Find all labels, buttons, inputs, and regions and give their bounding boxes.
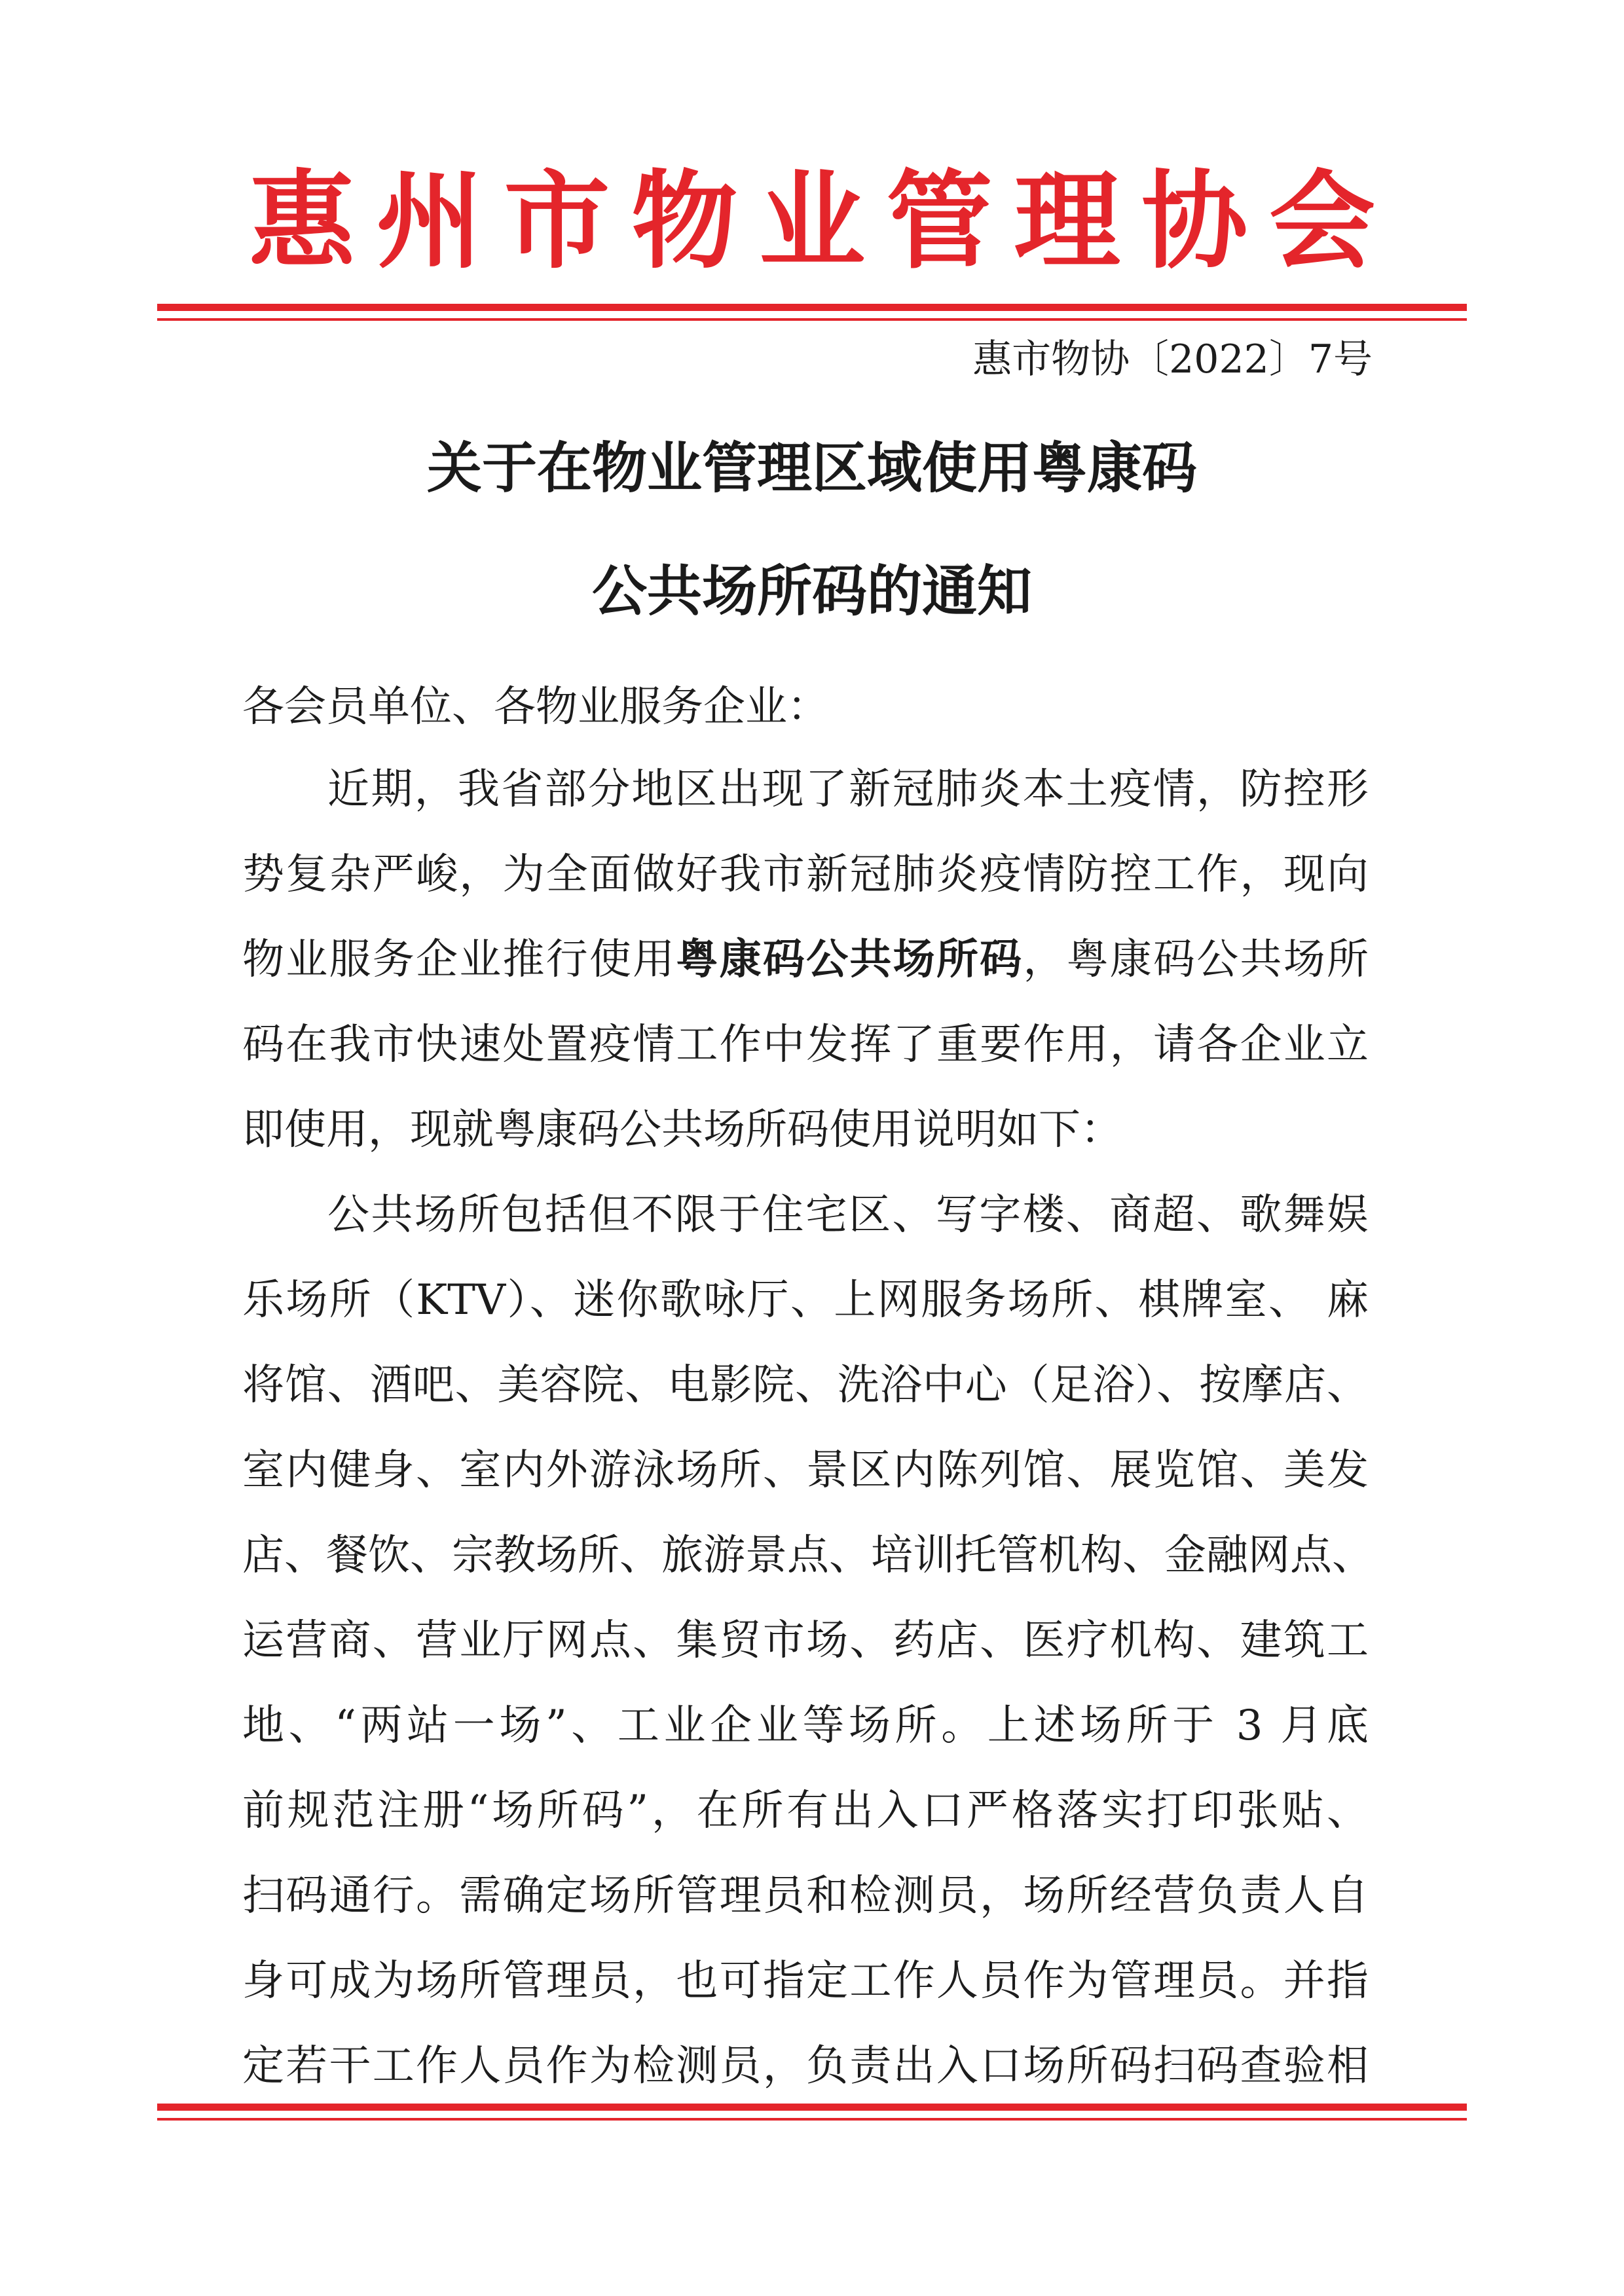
header-red-rule-thick <box>157 304 1467 311</box>
paragraph-2-line-8: 前规范注册“场所码”，在所有出入口严格落实打印张贴、 <box>242 1787 1369 1835</box>
paragraph-2-line-1: 公共场所包括但不限于住宅区、写字楼、商超、歌舞娱 <box>327 1191 1369 1239</box>
paragraph-2-line-10: 身可成为场所管理员，也可指定工作人员作为管理员。并指 <box>242 1957 1369 2005</box>
paragraph-2-line-7: 地、“两站一场”、工业企业等场所。上述场所于 3 月底 <box>242 1702 1369 1750</box>
document-title-line-1: 关于在物业管理区域使用粤康码 <box>426 435 1197 500</box>
paragraph-1-line-5: 即使用，现就粤康码公共场所码使用说明如下： <box>242 1106 1122 1154</box>
paragraph-1-line-4: 码在我市快速处置疫情工作中发挥了重要作用，请各企业立 <box>242 1021 1369 1069</box>
document-title-line-2: 公共场所码的通知 <box>591 558 1032 623</box>
paragraph-1-line-3-after: ，粤康码公共场所 <box>1023 936 1369 984</box>
paragraph-2-line-9: 扫码通行。需确定场所管理员和检测员，场所经营负责人自 <box>242 1872 1369 1920</box>
document-number: 惠市物协〔2022〕7号 <box>972 337 1373 382</box>
issuing-organization-header: 惠州市物业管理协会 <box>249 159 1375 283</box>
paragraph-1-line-2: 势复杂严峻，为全面做好我市新冠肺炎疫情防控工作，现向 <box>242 850 1369 899</box>
paragraph-1-line-1: 近期，我省部分地区出现了新冠肺炎本土疫情，防控形 <box>327 765 1369 814</box>
paragraph-1-line-3-before: 物业服务企业推行使用 <box>242 936 676 984</box>
header-red-rule-thin <box>157 318 1467 321</box>
paragraph-1-line-3 <box>242 927 1369 993</box>
paragraph-2-line-6: 运营商、营业厅网点、集贸市场、药店、医疗机构、建筑工 <box>242 1616 1369 1665</box>
paragraph-2-line-5: 店、餐饮、宗教场所、旅游景点、培训托管机构、金融网点、 <box>242 1531 1374 1580</box>
yuekang-public-place-code-emphasis: 粤康码公共场所码 <box>676 935 1024 984</box>
salutation: 各会员单位、各物业服务企业： <box>242 683 829 731</box>
paragraph-2-line-11: 定若干工作人员作为检测员，负责出入口场所码扫码查验相 <box>242 2042 1369 2090</box>
footer-red-rule-thin <box>157 2118 1467 2121</box>
paragraph-2-line-3: 将馆、酒吧、美容院、电影院、洗浴中心（足浴）、按摩店、 <box>242 1361 1369 1410</box>
paragraph-2-line-4: 室内健身、室内外游泳场所、景区内陈列馆、展览馆、美发 <box>242 1446 1369 1495</box>
paragraph-2-line-2: 乐场所（KTV）、迷你歌咏厅、上网服务场所、棋牌室、 麻 <box>242 1276 1369 1324</box>
footer-red-rule-thick <box>157 2104 1467 2111</box>
